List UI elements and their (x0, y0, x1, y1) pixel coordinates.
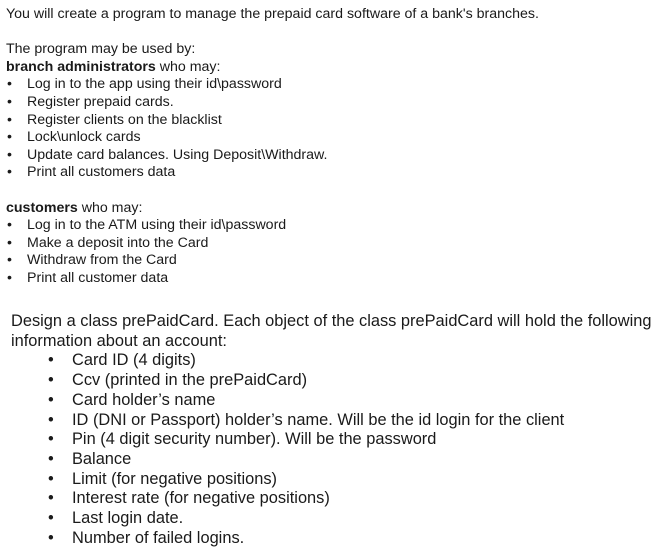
list-item: • Update card balances. Using Deposit\Withdraw. (6, 147, 539, 165)
spacer (6, 182, 539, 200)
list-item: • Log in to the ATM using their id\password (6, 217, 539, 235)
list-item: • ID (DNI or Passport) holder’s name. Will be the id login for the client (11, 411, 663, 431)
admins-list (6, 76, 539, 182)
requirements-section (6, 6, 539, 288)
list-item: • Number of failed logins. (11, 529, 663, 549)
list-item: • Interest rate (for negative positions) (11, 489, 663, 509)
customers-list (6, 217, 539, 287)
list-item: • Print all customer data (6, 270, 539, 288)
intro-text: You will create a program to manage the prepaid card software of a bank's branches. (6, 6, 539, 22)
list-item: • Last login date. (11, 509, 663, 529)
list-item: • Card holder’s name (11, 391, 663, 411)
admins-heading-bold: branch administrators (6, 58, 156, 75)
list-item: • Balance (11, 450, 663, 470)
list-item: • Ccv (printed in the prePaidCard) (11, 371, 663, 391)
customers-heading-rest: who may: (77, 199, 143, 216)
list-item: • Limit (for negative positions) (11, 470, 663, 490)
list-item: • Register clients on the blacklist (6, 112, 539, 130)
list-item: • Register prepaid cards. (6, 94, 539, 112)
list-item: • Log in to the app using their id\password (6, 76, 539, 94)
list-item: • Pin (4 digit security number). Will be the password (11, 430, 663, 450)
admins-heading-rest: who may: (155, 58, 221, 75)
design-list (11, 351, 663, 548)
list-item: • Lock\unlock cards (6, 129, 539, 147)
customers-heading-bold: customers (6, 199, 78, 216)
admins-heading (6, 59, 539, 77)
list-item: • Card ID (4 digits) (11, 351, 663, 371)
list-item: • Withdraw from the Card (6, 252, 539, 270)
design-paragraph: Design a class prePaidCard. Each object of the class prePaidCard will hold the following information about an account: (11, 312, 652, 350)
list-item: • Print all customers data (6, 164, 539, 182)
design-section (11, 312, 663, 548)
spacer (6, 24, 539, 42)
customers-heading (6, 200, 539, 218)
used-by-text: The program may be used by: (6, 41, 196, 58)
list-item: • Make a deposit into the Card (6, 235, 539, 253)
